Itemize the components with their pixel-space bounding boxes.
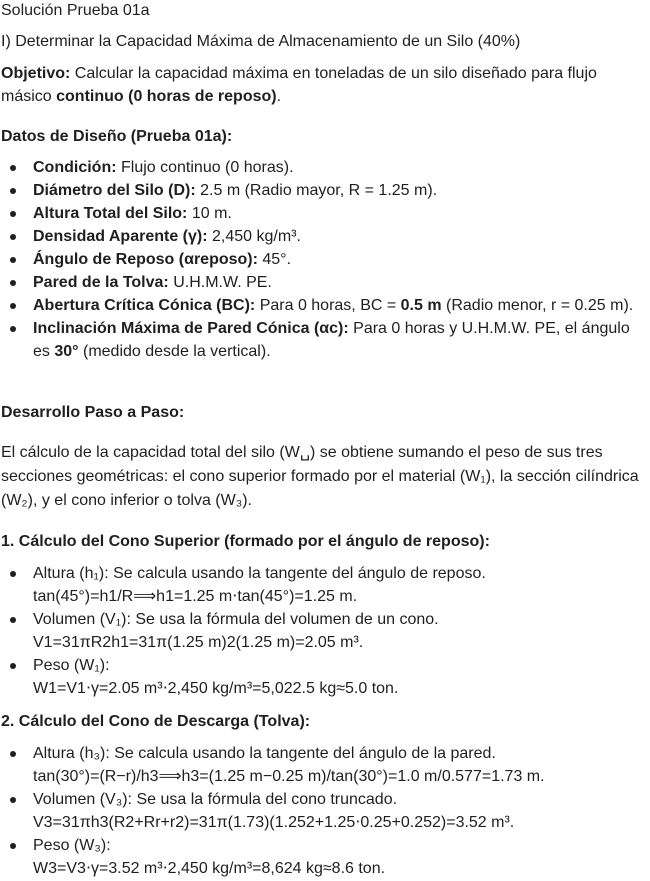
list-item xyxy=(1,179,644,202)
bullet-icon xyxy=(10,326,16,332)
bullet-icon xyxy=(10,234,16,240)
item-label: Inclinación Máxima de Pared Cónica (αc): xyxy=(33,320,349,337)
item-bold: 30° xyxy=(54,343,79,360)
item-formula: V3=31πh3(R2+Rr+r2)=31π(1.73)(1.252+1.25⋅0.25+0.252)=3.52 m³. xyxy=(33,814,515,831)
item-label: Pared de la Tolva: xyxy=(33,274,169,291)
list-item xyxy=(1,294,644,317)
item-text: (Radio menor, r = 0.25 m). xyxy=(441,297,634,314)
item-text: 45°. xyxy=(257,251,292,268)
list-item xyxy=(1,248,644,271)
item-text: Flujo continuo (0 horas). xyxy=(116,159,294,176)
step1-heading-text: 1. Cálculo del Cono Superior (formado por el ángulo de reposo): xyxy=(1,533,490,550)
item-label: Densidad Aparente (γ): xyxy=(33,228,208,245)
item-text: Para 0 horas y U.H.M.W. PE, el ángulo es xyxy=(33,320,630,360)
bullet-icon xyxy=(10,165,16,171)
bullet-icon xyxy=(10,303,16,309)
item-text: (medido desde la vertical). xyxy=(78,343,271,360)
list-item xyxy=(1,834,644,880)
objetivo-bold: continuo (0 horas de reposo) xyxy=(56,88,277,105)
item-label: Condición: xyxy=(33,159,117,176)
bullet-icon xyxy=(10,797,16,803)
list-item xyxy=(1,271,644,294)
list-item xyxy=(1,788,644,834)
item-label: Altura Total del Silo: xyxy=(33,205,188,222)
item-text: Volumen (V₃): Se usa la fórmula del cono truncado. xyxy=(33,791,398,808)
item-text: 10 m. xyxy=(187,205,232,222)
datos-list xyxy=(1,156,644,363)
list-item xyxy=(1,202,644,225)
list-item xyxy=(1,742,644,788)
item-formula: W1=V1⋅γ=2.05 m³⋅2,450 kg/m³=5,022.5 kg≈5.0 ton. xyxy=(33,680,399,697)
step2-heading xyxy=(1,710,644,733)
objetivo-label: Objetivo: xyxy=(1,65,71,82)
item-label: Diámetro del Silo (D): xyxy=(33,182,196,199)
item-text: Altura (h₁): Se calcula usando la tangente del ángulo de reposo. xyxy=(33,565,486,582)
bullet-icon xyxy=(10,188,16,194)
item-text: Peso (W₁): xyxy=(33,657,110,674)
item-label: Ángulo de Reposo (αreposo): xyxy=(33,251,258,268)
objetivo-text: Calcular la capacidad máxima en toneladas de un silo diseñado para flujo másico xyxy=(1,65,597,105)
item-text: Altura (h₃): Se calcula usando la tangente del ángulo de la pared. xyxy=(33,745,496,762)
desarrollo-heading xyxy=(1,401,644,424)
datos-heading xyxy=(1,125,644,148)
item-formula: W3=V3⋅γ=3.52 m³⋅2,450 kg/m³=8,624 kg≈8.6 ton. xyxy=(33,860,386,877)
item-label: Abertura Crítica Cónica (BC): xyxy=(33,297,256,314)
item-text: U.H.M.W. PE. xyxy=(168,274,272,291)
list-item xyxy=(1,562,644,608)
item-text: Peso (W₃): xyxy=(33,837,111,854)
item-text: 2,450 kg/m³. xyxy=(207,228,301,245)
list-item xyxy=(1,225,644,248)
step1-list xyxy=(1,562,644,700)
step1-heading xyxy=(1,530,644,553)
item-formula: tan(30°)=(R−r)/h3⟹h3=(1.25 m−0.25 m)/tan(30°)=1.0 m/0.577=1.73 m. xyxy=(33,768,545,785)
bullet-icon xyxy=(10,211,16,217)
step2-heading-text: 2. Cálculo del Cono de Descarga (Tolva): xyxy=(1,713,311,730)
bullet-icon xyxy=(10,663,16,669)
bullet-icon xyxy=(10,617,16,623)
bullet-icon xyxy=(10,843,16,849)
section-heading: I) Determinar la Capacidad Máxima de Almacenamiento de un Silo (40%) xyxy=(1,33,521,50)
desarrollo-heading-text: Desarrollo Paso a Paso: xyxy=(1,404,185,421)
document-title: Solución Prueba 01a xyxy=(1,2,150,19)
step2-list xyxy=(1,742,644,880)
bullet-icon xyxy=(10,751,16,757)
item-formula: tan(45°)=h1/R⟹h1=1.25 m⋅tan(45°)=1.25 m. xyxy=(33,588,358,605)
objetivo-end: . xyxy=(276,88,282,105)
list-item xyxy=(1,317,644,363)
intro-paragraph: El cálculo de la capacidad total del silo (W␣) se obtiene sumando el peso de sus tres secciones geométricas: el cono superior formado por el material (W₁), la sección cilíndrica (W₂), y el cono inferior o tolva (W₃). xyxy=(1,444,639,509)
item-text: Volumen (V₁): Se usa la fórmula del volumen de un cono. xyxy=(33,611,439,628)
item-formula: V1=31πR2h1=31π(1.25 m)2(1.25 m)=2.05 m³. xyxy=(33,634,364,651)
list-item xyxy=(1,608,644,654)
item-text: 2.5 m (Radio mayor, R = 1.25 m). xyxy=(195,182,438,199)
datos-heading-text: Datos de Diseño (Prueba 01a): xyxy=(1,128,233,145)
item-bold: 0.5 m xyxy=(400,297,442,314)
list-item xyxy=(1,156,644,179)
objetivo-paragraph xyxy=(1,62,644,108)
bullet-icon xyxy=(10,257,16,263)
list-item xyxy=(1,654,644,700)
bullet-icon xyxy=(10,571,16,577)
item-text: Para 0 horas, BC = xyxy=(255,297,401,314)
bullet-icon xyxy=(10,280,16,286)
